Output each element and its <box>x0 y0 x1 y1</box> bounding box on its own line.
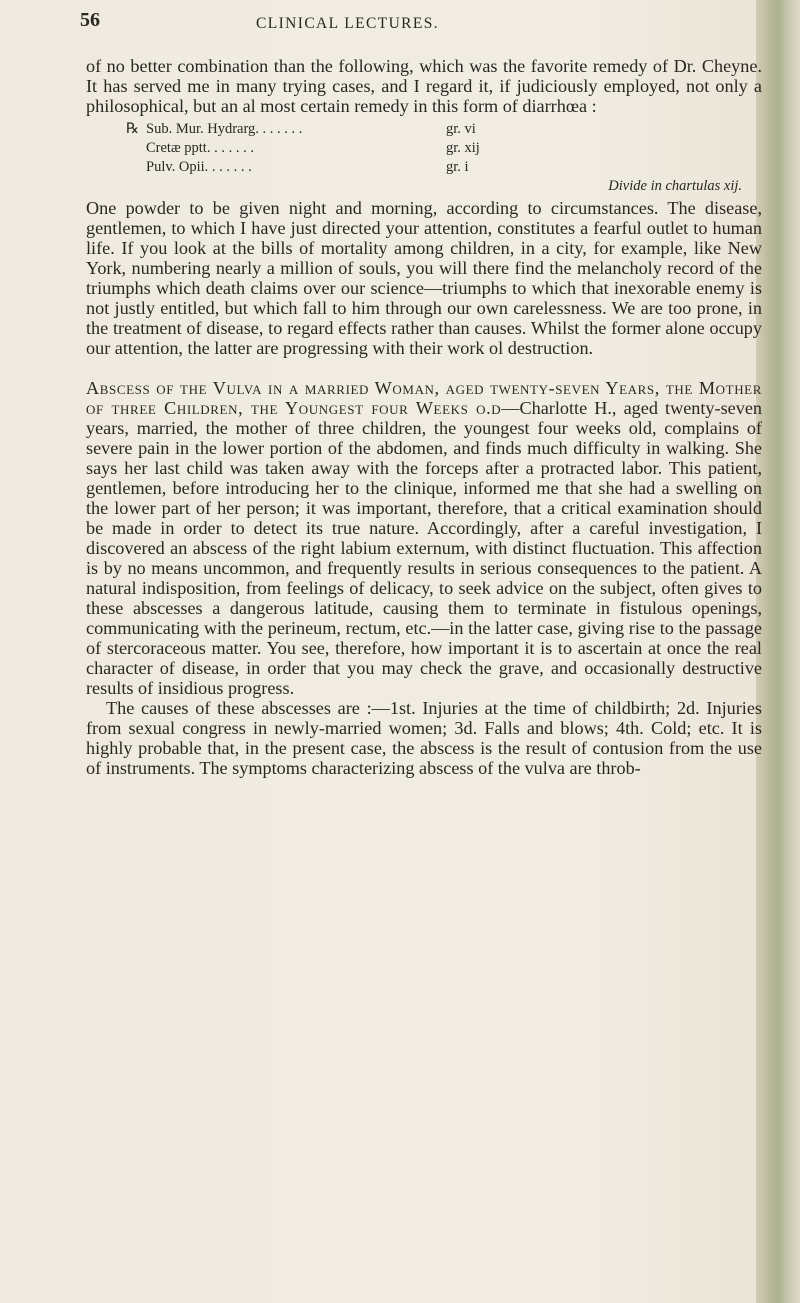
case-heading: Abscess of the Vulva in a married Woman, aged twenty-seven Years, the Mother of three Children, the Youngest four Weeks o.d <box>86 378 762 418</box>
paragraph-diarrhoea-remedy: of no better combination than the following, which was the favorite remedy of Dr. Cheyne. It has served me in many trying cases, and I regard it, if judiciously employed, not only a philosophical, but an al most certain remedy in this form of diarrhœa : <box>86 56 762 116</box>
paragraph-mortality: One powder to be given night and morning, according to circumstances. The disease, gentlemen, to which I have just directed your attention, constitutes a fearful outlet to human life. If you look at the bills of mortality among children, in a city, for example, like New York, numbering nearly a million of souls, you will there find the melancholy record of the triumphs which death claims over our science—triumphs to which that inexorable enemy is not justly entitled, but which fall to him through our own carelessness. We are too prone, in the treatment of disease, to regard effects rather than causes. Whilst the former alone occupy our attention, the latter are progressing with their work ol destruction. <box>86 198 762 358</box>
prescription-item-name: Sub. Mur. Hydrarg. . . . . . . <box>146 121 303 137</box>
case-section <box>86 378 762 698</box>
prescription-item <box>126 139 762 158</box>
paragraph-causes: The causes of these abscesses are :—1st. Injuries at the time of childbirth; 2d. Injuries from sexual congress in newly-married women; 3d. Falls and blows; 4th. Cold; etc. It is highly probable that, in the present case, the abscess is the result of contusion from the use of instruments. The symptoms characterizing abscess of the vulva are throb- <box>86 698 762 778</box>
recipe-symbol: ℞ <box>126 121 139 137</box>
prescription <box>126 120 762 196</box>
prescription-item <box>126 120 762 139</box>
running-head: CLINICAL LECTURES. <box>256 15 440 32</box>
prescription-item <box>126 158 762 177</box>
prescription-item-name: Cretæ pptt. . . . . . . <box>146 140 254 156</box>
page-number: 56 <box>80 9 100 31</box>
prescription-item-dose: gr. vi <box>446 121 476 137</box>
prescription-item-name: Pulv. Opii. . . . . . . <box>146 159 252 175</box>
case-body: —Charlotte H., aged twenty-seven years, married, the mother of three children, the youngest four weeks old, complains of severe pain in the lower portion of the abdomen, and finds much difficulty in walking. She says her last child was taken away with the forceps after a protracted labor. This patient, gentlemen, before introducing her to the clinique, informed me that she had a swelling on the lower part of her person; it was important, therefore, that a critical examination should be made in order to detect its true nature. Accordingly, after a careful investigation, I discovered an abscess of the right labium externum, with distinct fluctuation. This affection is by no means uncommon, and frequently results in serious consequences to the patient. A natural indisposition, from feelings of delicacy, to seek advice on the subject, often gives to these abscesses a dangerous latitude, causing them to terminate in fistulous openings, communicating with the perineum, rectum, etc.—in the latter case, giving rise to the passage of stercoraceous matter. You see, therefore, how important it is to ascertain at once the real character of disease, in order that you may check the grave, and occasionally destructive results of insidious progress. <box>86 398 762 698</box>
prescription-item-dose: gr. xij <box>446 140 480 156</box>
page-binding-edge <box>756 0 800 1303</box>
prescription-direction: Divide in chartulas xij. <box>608 178 742 194</box>
prescription-item-dose: gr. i <box>446 159 469 175</box>
page-header <box>80 9 762 56</box>
page-content <box>80 9 762 778</box>
